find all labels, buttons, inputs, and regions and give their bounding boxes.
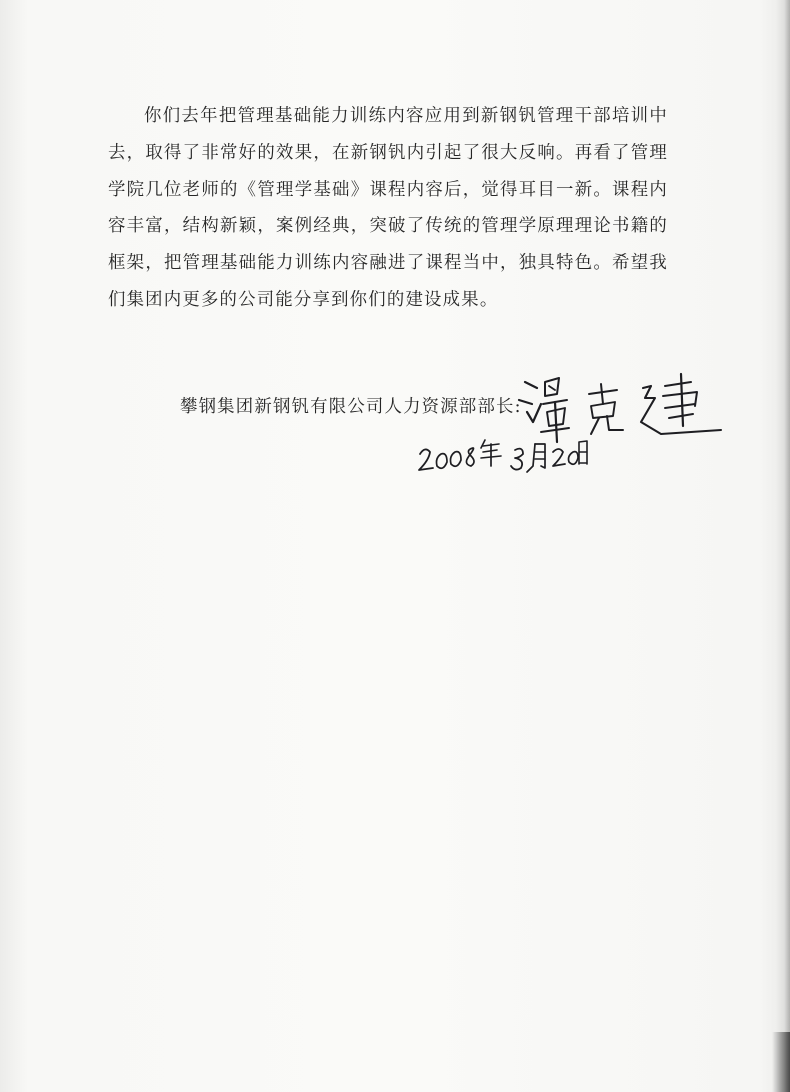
handwritten-date [415,436,590,481]
scan-corner-shadow [772,1032,790,1092]
scan-right-edge-shadow [776,0,790,1092]
letter-body-paragraph: 你们去年把管理基础能力训练内容应用到新钢钒管理干部培训中去，取得了非常好的效果，在新钢钒内引起了很大反响。再看了管理学院几位老师的《管理学基础》课程内容后，觉得耳目一新。课程内容丰富，结构新颖，案例经典，突破了传统的管理学原理理论书籍的框架，把管理基础能力训练内容融进了课程当中，独具特色。希望我们集团内更多的公司能分享到你们的建设成果。 [108,106,668,310]
signer-title: 攀钢集团新钢钒有限公司人力资源部部长: [180,397,522,417]
